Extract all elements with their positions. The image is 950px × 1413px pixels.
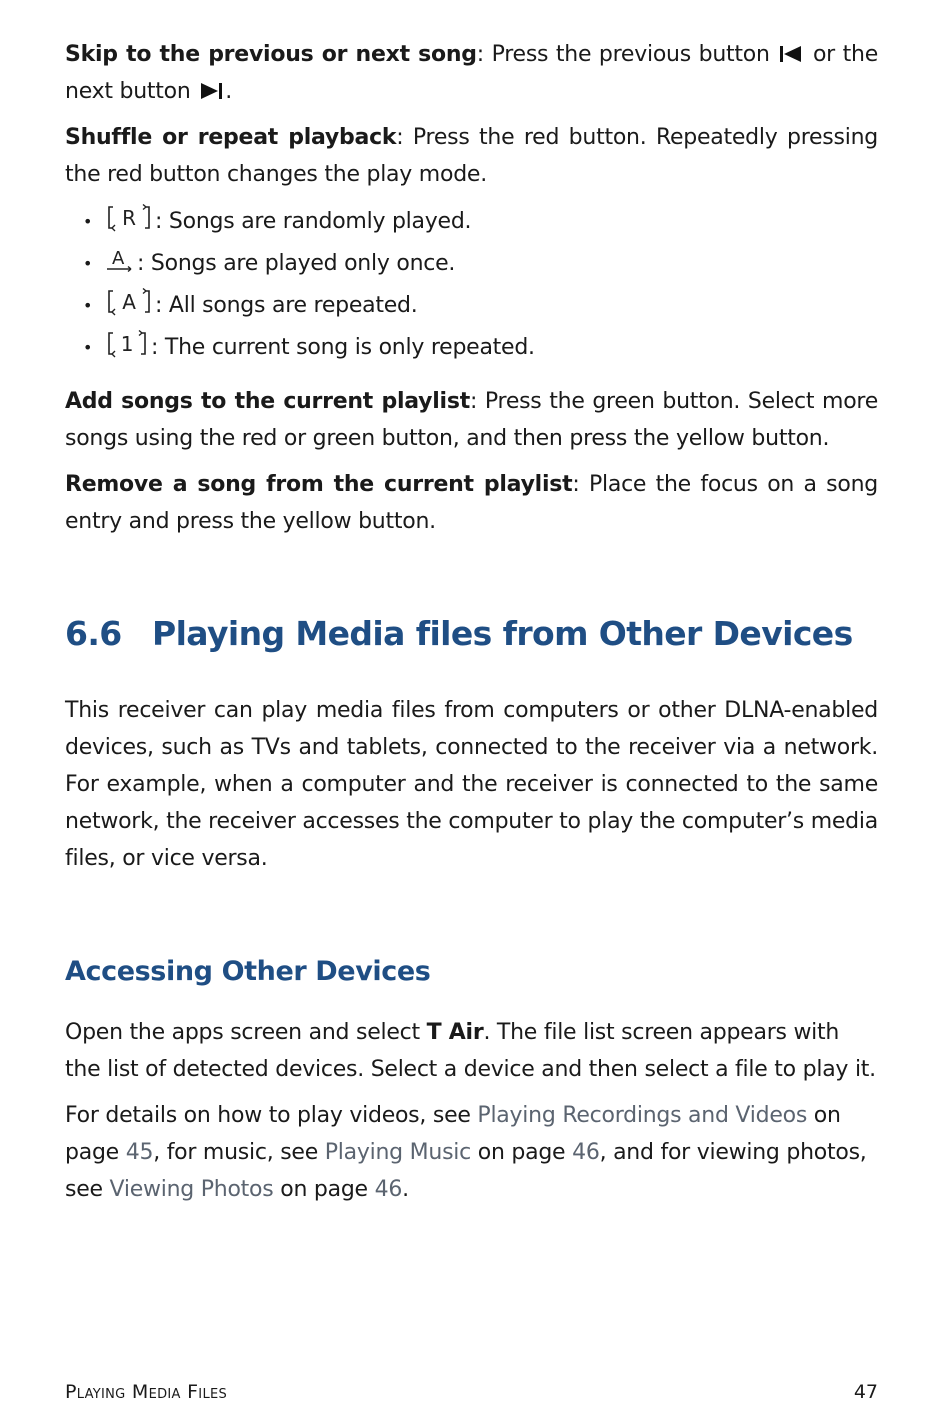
link-viewing-photos[interactable]: Viewing Photos xyxy=(109,1177,274,1202)
play-once-icon xyxy=(105,246,135,274)
skip-text-c: . xyxy=(225,79,233,104)
add-paragraph: Add songs to the current playlist: Press the green button. Select more songs using the red or green button, and then press the yellow button. xyxy=(65,389,878,451)
shuffle-paragraph: Shuffle or repeat playback: Press the red button. Repeatedly pressing the red button changes the play mode. xyxy=(65,125,878,187)
link-page-46-photos[interactable]: 46 xyxy=(374,1177,403,1202)
page-content xyxy=(65,36,878,1208)
remove-paragraph: Remove a song from the current playlist: Place the focus on a song entry and press the yellow button. xyxy=(65,472,878,534)
app-name: T Air xyxy=(426,1020,484,1045)
footer-chapter-title: Playing Media Files xyxy=(65,1381,228,1403)
link-playing-recordings[interactable]: Playing Recordings and Videos xyxy=(477,1103,808,1128)
mode-text: : The current song is only repeated. xyxy=(151,335,535,360)
skip-label: Skip to the previous or next song xyxy=(65,42,477,67)
svg-text:A: A xyxy=(111,248,125,269)
subsection-heading: Accessing Other Devices xyxy=(65,956,431,987)
link-page-45[interactable]: 45 xyxy=(125,1140,154,1165)
add-text: Press the green button. Select more songs using the red or green button, and then press the yellow button. xyxy=(65,389,878,451)
shuffle-text: Press the red button. Repeatedly pressing the red button changes the play mode. xyxy=(65,125,878,187)
list-item: • A : Songs are played only once. xyxy=(83,248,456,276)
remove-label: Remove a song from the current playlist xyxy=(65,472,573,497)
accessing-paragraph: Open the apps screen and select T Air. The file list screen appears with the list of detected devices. Select a device and then select a file to play it. xyxy=(65,1020,876,1082)
random-play-icon xyxy=(105,204,153,232)
details-paragraph: For details on how to play videos, see Playing Recordings and Videos on page 45, for music, see Playing Music on page 46, and for viewing photos, see Viewing Photos on page 46. xyxy=(65,1103,867,1202)
section-number: 6.6 xyxy=(65,614,122,653)
section-intro-paragraph: This receiver can play media files from computers or other DLNA-enabled devices, such as TVs and tablets, connected to the receiver via a network. For example, when a computer and the receiver is connected to the same network, the receiver accesses the computer to play the computer’s media files, or vice versa. xyxy=(65,698,878,871)
svg-text:R: R xyxy=(122,206,136,230)
next-button-icon xyxy=(199,81,223,101)
repeat-one-icon xyxy=(105,330,149,358)
repeat-all-icon xyxy=(105,288,153,316)
add-label: Add songs to the current playlist xyxy=(65,389,470,414)
page-number: 47 xyxy=(853,1381,878,1403)
skip-text-a: Press the previous button xyxy=(483,42,778,67)
mode-text: : All songs are repeated. xyxy=(155,293,418,318)
mode-text: : Songs are randomly played. xyxy=(155,209,472,234)
svg-text:1: 1 xyxy=(120,332,134,356)
page-footer xyxy=(65,1379,878,1405)
remove-text: Place the focus on a song entry and press the yellow button. xyxy=(65,472,878,534)
shuffle-label: Shuffle or repeat playback xyxy=(65,125,397,150)
link-playing-music[interactable]: Playing Music xyxy=(324,1140,471,1165)
link-page-46-music[interactable]: 46 xyxy=(572,1140,600,1165)
list-item: • 1 : The current song is only repeated. xyxy=(83,332,535,360)
play-mode-list xyxy=(65,201,878,369)
previous-button-icon xyxy=(779,44,803,64)
section-title: Playing Media files from Other Devices xyxy=(152,614,853,653)
svg-text:A: A xyxy=(122,290,136,314)
skip-text-b: or the next button xyxy=(65,42,878,104)
list-item: • A : All songs are repeated. xyxy=(83,290,418,318)
section-heading xyxy=(65,614,878,654)
mode-text: : Songs are played only once. xyxy=(137,251,456,276)
skip-paragraph: Skip to the previous or next song: Press the previous button or the next button . xyxy=(65,42,878,104)
list-item: • R : Songs are randomly played. xyxy=(83,206,472,234)
